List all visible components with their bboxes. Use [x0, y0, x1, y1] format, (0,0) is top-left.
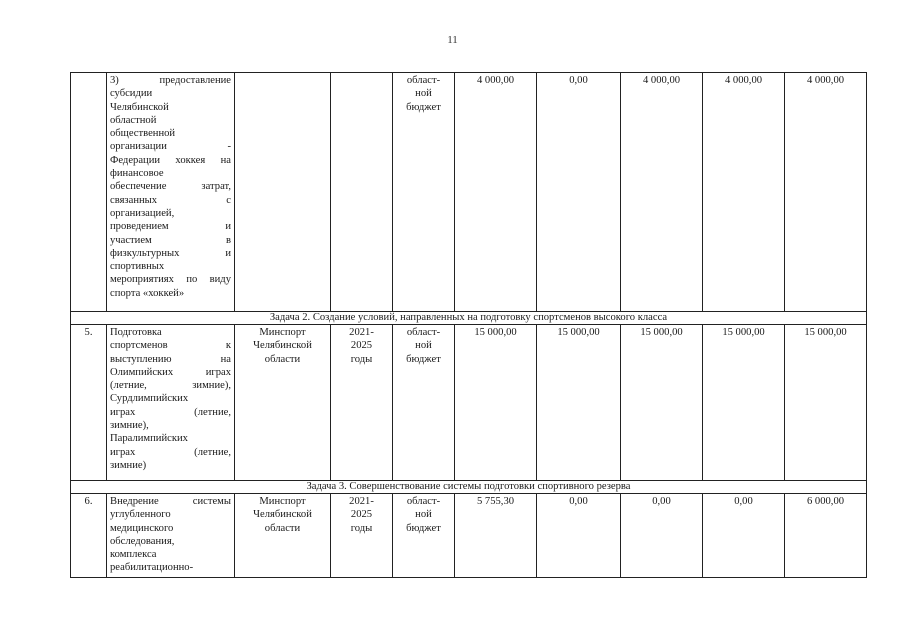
period-cell	[331, 494, 393, 578]
cell-text-line: 2021-	[349, 327, 374, 338]
amount-cell: 0,00	[703, 494, 785, 578]
cell-text-line: играх (летние,	[110, 446, 231, 458]
measure-description-cell	[107, 73, 235, 312]
cell-text-line: реабилитационно-	[110, 562, 194, 574]
cell-text-line: област-	[406, 496, 441, 507]
funding-source-cell	[393, 325, 455, 481]
amount-cell: 15 000,00	[537, 325, 621, 481]
cell-text-line: бюджет	[406, 101, 441, 113]
task-heading: Задача 3. Совершенствование системы подготовки спортивного резерва	[71, 481, 867, 494]
cell-text-line: Минспорт	[259, 496, 306, 507]
measure-description-cell	[107, 494, 235, 578]
cell-text-line: выступлению на	[110, 353, 231, 365]
cell-text-line: (летние, зимние),	[110, 380, 231, 392]
cell-text-line: Подготовка	[110, 327, 162, 338]
cell-text-line: бюджет	[406, 522, 441, 534]
cell-text-line: годы	[350, 353, 373, 365]
cell-text-line: организацией,	[110, 207, 175, 219]
cell-text-line: 2025	[350, 340, 373, 352]
cell-text-line: областной	[110, 114, 157, 126]
cell-text-line: участием в	[110, 234, 231, 246]
cell-text-line: 2021-	[349, 496, 374, 507]
amount-cell: 0,00	[537, 494, 621, 578]
cell-text-line: зимние)	[110, 459, 147, 471]
cell-text-line: зимние),	[110, 420, 149, 432]
cell-text-line: Внедрение системы	[110, 496, 231, 507]
cell-text-line: общественной	[110, 128, 176, 140]
cell-text-line: играх (летние,	[110, 406, 231, 418]
table-row	[71, 325, 867, 481]
amount-cell: 4 000,00	[785, 73, 867, 312]
cell-text-line: мероприятиях по виду	[110, 274, 231, 286]
cell-text-line: Сурдлимпийских	[110, 393, 189, 405]
amount-cell: 15 000,00	[621, 325, 703, 481]
amount-cell: 4 000,00	[703, 73, 785, 312]
cell-text-line: Паралимпийских	[110, 433, 188, 445]
amount-cell: 15 000,00	[455, 325, 537, 481]
cell-text-line: медицинского	[110, 522, 174, 534]
cell-text-line: спорта «хоккей»	[110, 287, 185, 299]
executor-cell	[235, 325, 331, 481]
executor-cell	[235, 73, 331, 312]
funding-source-cell	[393, 73, 455, 312]
cell-text-line: Минспорт	[259, 327, 306, 338]
cell-text-line: углубленного	[110, 509, 171, 521]
period-cell	[331, 325, 393, 481]
cell-text-line: спортсменов к	[110, 340, 231, 352]
cell-text-line: Челябинской	[253, 509, 312, 521]
cell-text-line: комплекса	[110, 549, 157, 561]
cell-text-line: годы	[350, 522, 373, 534]
cell-text-line: Олимпийских играх	[110, 366, 231, 378]
executor-cell	[235, 494, 331, 578]
cell-text-line: ной	[415, 340, 432, 352]
cell-text-line: финансовое	[110, 168, 164, 180]
cell-text-line: обследования,	[110, 535, 175, 547]
cell-text-line: област-	[406, 327, 441, 338]
row-number-cell: 5.	[71, 325, 107, 481]
cell-text-line: организации -	[110, 141, 231, 153]
amount-cell: 15 000,00	[703, 325, 785, 481]
cell-text-line: Челябинской	[110, 101, 169, 113]
amount-cell: 4 000,00	[621, 73, 703, 312]
amount-cell: 0,00	[537, 73, 621, 312]
cell-text-line: обеспечение затрат,	[110, 181, 231, 193]
amount-cell: 4 000,00	[455, 73, 537, 312]
funding-source-cell	[393, 494, 455, 578]
cell-text-line: связанных с	[110, 194, 231, 206]
row-number-cell	[71, 73, 107, 312]
measures-table	[70, 72, 867, 578]
cell-text-line: бюджет	[406, 353, 441, 365]
cell-text-line: Челябинской	[253, 340, 312, 352]
table-row	[71, 494, 867, 578]
cell-text-line: субсидии	[110, 88, 153, 100]
task-heading: Задача 2. Создание условий, направленных на подготовку спортсменов высокого класса	[71, 312, 867, 325]
cell-text-line: 3) предоставление	[110, 75, 231, 86]
row-number-cell: 6.	[71, 494, 107, 578]
task-heading-row	[71, 481, 867, 494]
amount-cell: 5 755,30	[455, 494, 537, 578]
cell-text-line: ной	[415, 509, 432, 521]
cell-text-line: спортивных	[110, 261, 165, 273]
amount-cell: 6 000,00	[785, 494, 867, 578]
page-number: 11	[447, 34, 458, 46]
cell-text-line: физкультурных и	[110, 247, 231, 259]
cell-text-line: Федерации хоккея на	[110, 154, 231, 166]
amount-cell: 0,00	[621, 494, 703, 578]
measure-description-cell	[107, 325, 235, 481]
cell-text-line: проведением и	[110, 221, 231, 233]
amount-cell: 15 000,00	[785, 325, 867, 481]
cell-text-line: 2025	[350, 509, 373, 521]
table-row	[71, 73, 867, 312]
cell-text-line: области	[264, 522, 301, 534]
cell-text-line: област-	[406, 75, 441, 86]
task-heading-row	[71, 312, 867, 325]
cell-text-line: области	[264, 353, 301, 365]
cell-text-line: ной	[415, 88, 432, 100]
period-cell	[331, 73, 393, 312]
